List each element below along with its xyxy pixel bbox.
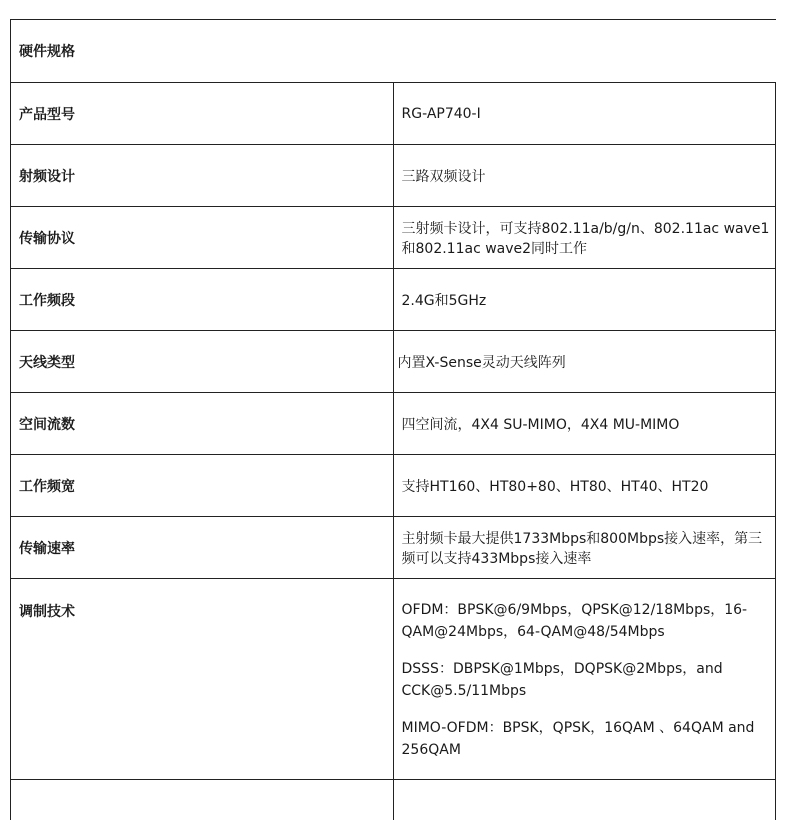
spec-label: 射频设计 xyxy=(11,145,394,207)
table-row xyxy=(11,393,776,455)
spec-label: 工作频段 xyxy=(11,269,394,331)
table-row xyxy=(11,207,776,269)
spec-value: 支持HT160、HT80+80、HT80、HT40、HT20 xyxy=(393,455,776,517)
modulation-line-mimo-ofdm: MIMO-OFDM：BPSK，QPSK，16QAM 、64QAM and 256QAM xyxy=(402,717,776,761)
spec-label: 天线类型 xyxy=(11,331,394,393)
spec-label: 工作频宽 xyxy=(11,455,394,517)
modulation-line-ofdm: OFDM：BPSK@6/9Mbps，QPSK@12/18Mbps，16-QAM@24Mbps，64-QAM@48/54Mbps xyxy=(402,599,776,643)
spec-value: 2.4G和5GHz xyxy=(393,269,776,331)
table-row-empty xyxy=(11,780,776,820)
spec-value: 三路双频设计 xyxy=(393,145,776,207)
table-row xyxy=(11,269,776,331)
table-row xyxy=(11,455,776,517)
modulation-line-dsss: DSSS：DBPSK@1Mbps，DQPSK@2Mbps，and CCK@5.5/11Mbps xyxy=(402,658,776,702)
empty-cell xyxy=(11,780,394,820)
modulation-values xyxy=(393,579,776,780)
empty-cell xyxy=(393,780,776,820)
table-row-modulation xyxy=(11,579,776,780)
spec-value: 主射频卡最大提供1733Mbps和800Mbps接入速率，第三频可以支持433Mbps接入速率 xyxy=(393,517,776,579)
spec-label: 传输速率 xyxy=(11,517,394,579)
spec-value: 内置X-Sense灵动天线阵列 xyxy=(393,331,776,393)
table-row xyxy=(11,83,776,145)
section-title: 硬件规格 xyxy=(11,20,776,83)
table-row xyxy=(11,517,776,579)
table-row xyxy=(11,331,776,393)
hardware-spec-table xyxy=(10,19,776,820)
spec-label: 产品型号 xyxy=(11,83,394,145)
spec-label: 空间流数 xyxy=(11,393,394,455)
table-header-row xyxy=(11,20,776,83)
spec-value: RG-AP740-I xyxy=(393,83,776,145)
spec-label: 传输协议 xyxy=(11,207,394,269)
spec-value: 三射频卡设计，可支持802.11a/b/g/n、802.11ac wave1和802.11ac wave2同时工作 xyxy=(393,207,776,269)
table-row xyxy=(11,145,776,207)
spec-label: 调制技术 xyxy=(11,579,394,780)
spec-value: 四空间流，4X4 SU-MIMO，4X4 MU-MIMO xyxy=(393,393,776,455)
